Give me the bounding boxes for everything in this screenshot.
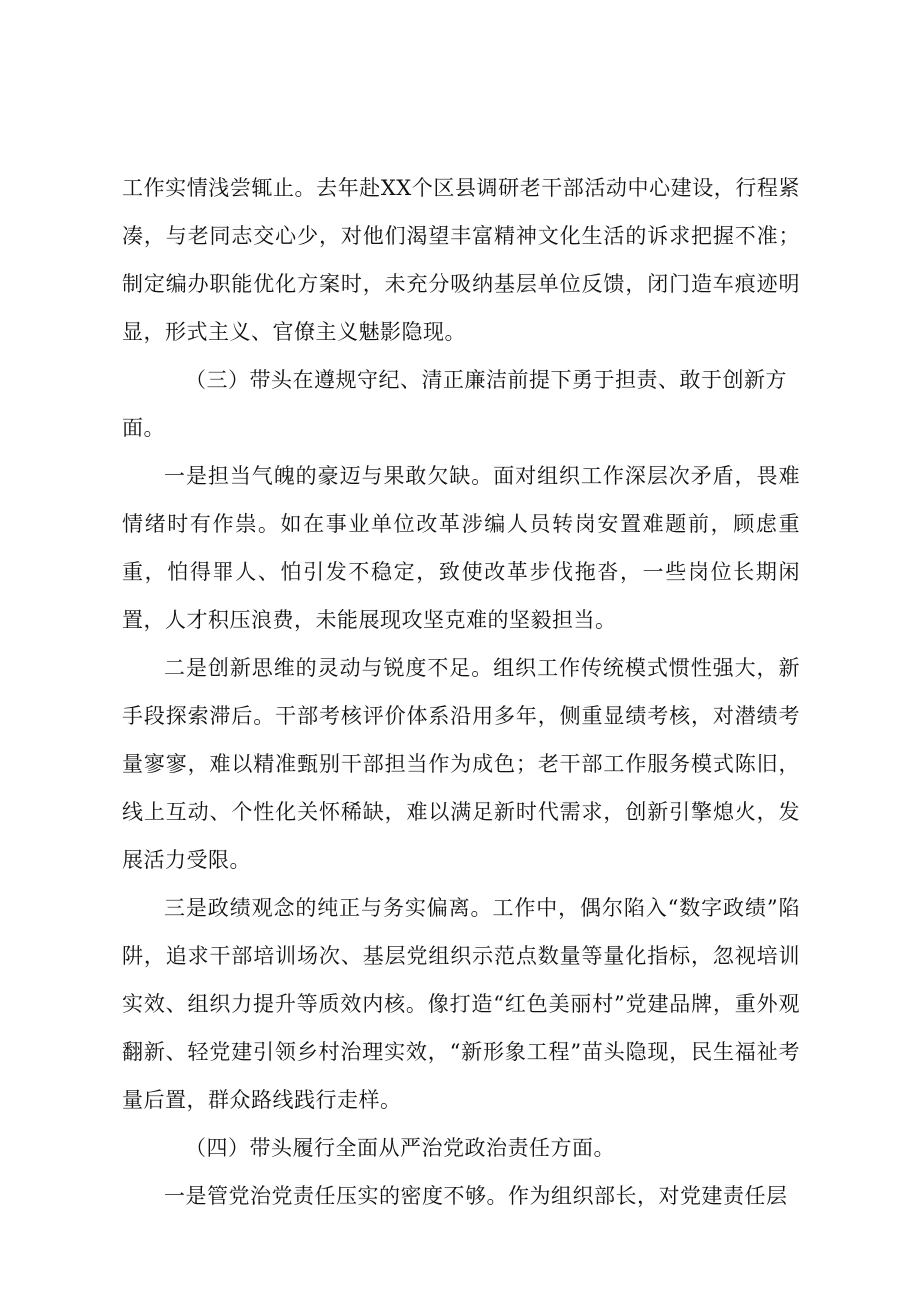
document-body <box>122 164 800 1220</box>
paragraph-party-responsibility: 一是管党治党责任压实的密度不够。作为组织部长，对党建责任层 <box>164 1184 788 1208</box>
paragraph-continuation: 工作实情浅尝辄止。去年赴XX个区县调研老干部活动中心建设，行程紧凑，与老同志交心少，对他们渴望丰富精神文化生活的诉求把握不准；制定编办职能优化方案时，未充分吸纳基层单位反馈，闭门造车痕迹明显，形式主义、官僚主义魅影隐现。 <box>122 176 800 344</box>
paragraph-courage: 一是担当气魄的豪迈与果敢欠缺。面对组织工作深层次矛盾，畏难情绪时有作祟。如在事业单位改革涉编人员转岗安置难题前，顾虑重重，怕得罪人、怕引发不稳定，致使改革步伐拖沓，一些岗位长期闲置，人才积压浪费，未能展现攻坚克难的坚毅担当。 <box>122 464 800 632</box>
section-heading-four: （四）带头履行全面从严治党政治责任方面。 <box>185 1136 615 1160</box>
paragraph-performance-view: 三是政绩观念的纯正与务实偏离。工作中，偶尔陷入“数字政绩”陷阱，追求干部培训场次、基层党组织示范点数量等量化指标，忽视培训实效、组织力提升等质效内核。像打造“红色美丽村”党建品牌，重外观翻新、轻党建引领乡村治理实效，“新形象工程”苗头隐现，民生福祉考量后置，群众路线践行走样。 <box>122 896 800 1112</box>
paragraph-innovation: 二是创新思维的灵动与锐度不足。组织工作传统模式惯性强大，新手段探索滞后。干部考核评价体系沿用多年，侧重显绩考核，对潜绩考量寥寥，难以精准甄别干部担当作为成色；老干部工作服务模式陈旧，线上互动、个性化关怀稀缺，难以满足新时代需求，创新引擎熄火，发展活力受限。 <box>122 656 800 872</box>
section-heading-three: （三）带头在遵规守纪、清正廉洁前提下勇于担责、敢于创新方面。 <box>122 368 787 440</box>
